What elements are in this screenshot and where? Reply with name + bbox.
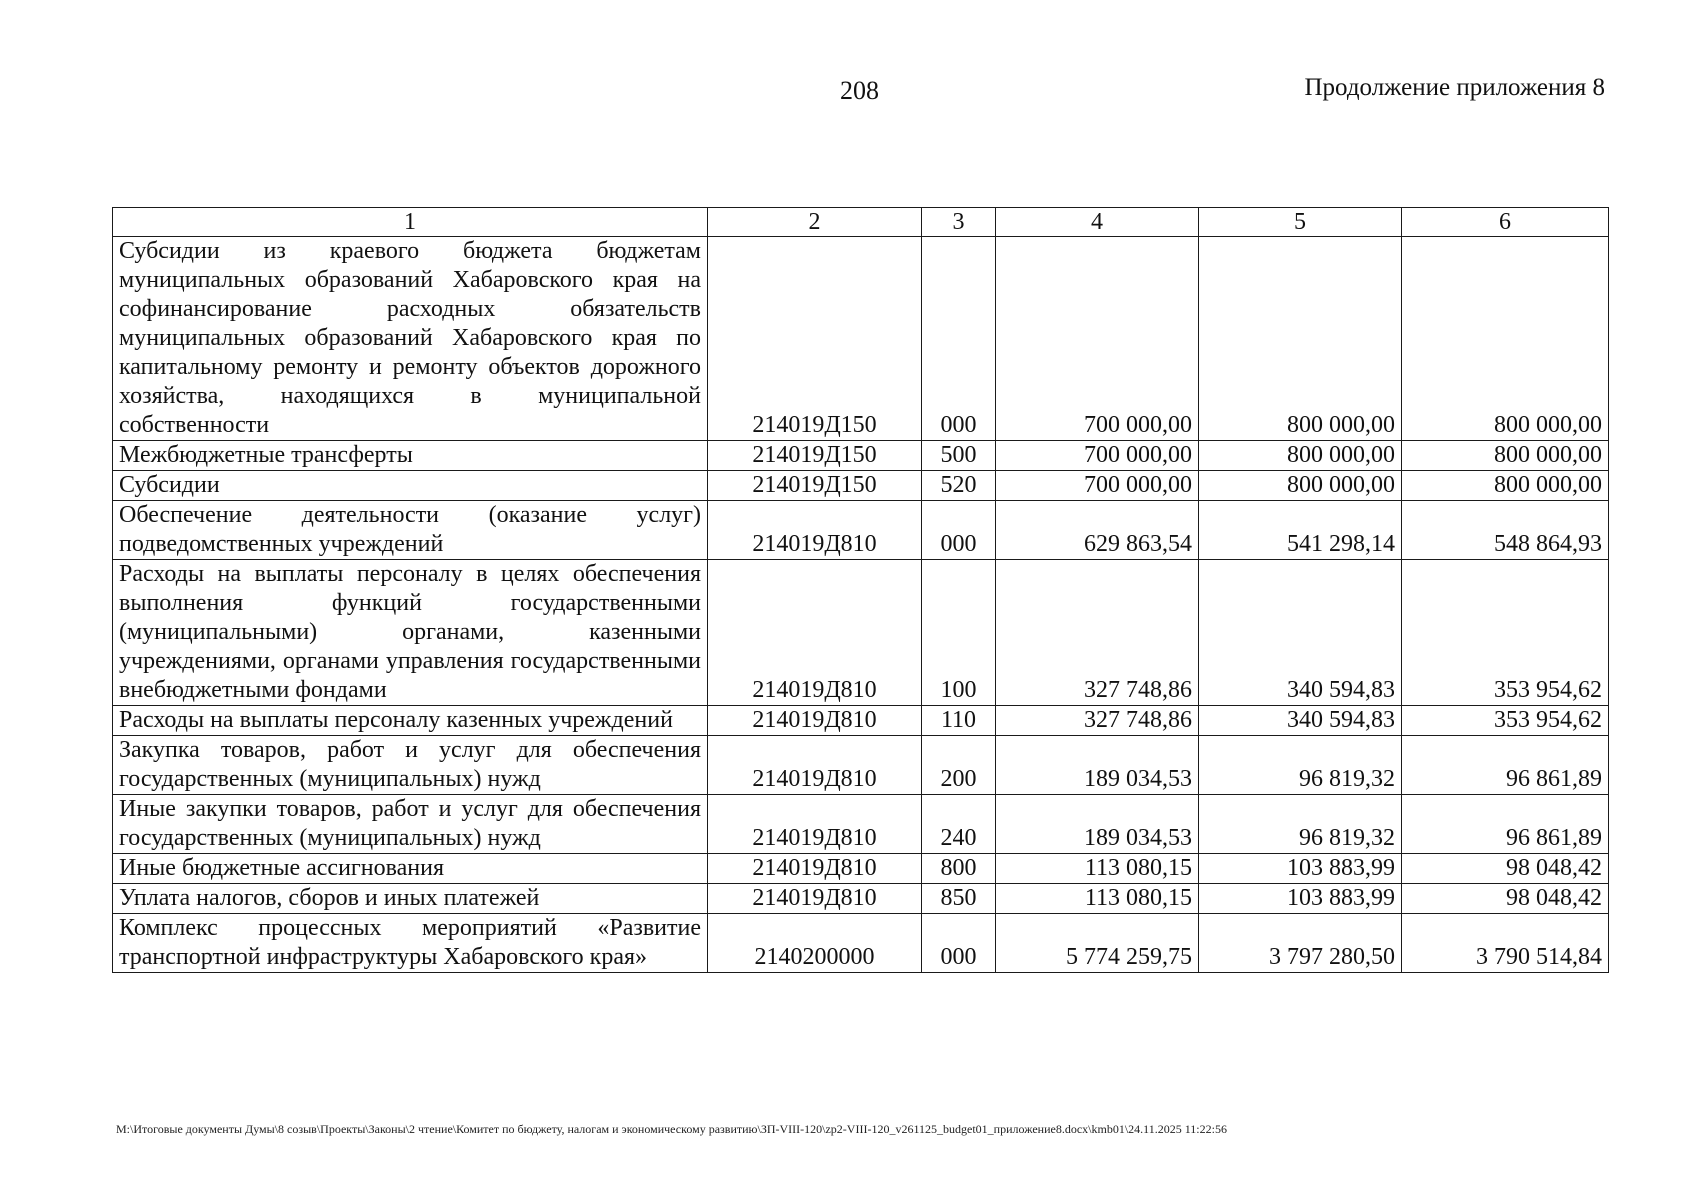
row-name: Расходы на выплаты персоналу в целях обеспечения выполнения функций государственными (муниципальными) органами, казенными учреждениями, органами управления государственными внебюджетными фондами [113, 560, 708, 706]
row-name: Иные закупки товаров, работ и услуг для обеспечения государственных (муниципальных) нужд [113, 795, 708, 854]
column-header-4: 4 [996, 208, 1199, 237]
amount-col5: 340 594,83 [1199, 706, 1402, 736]
target-article-code: 214019Д150 [708, 441, 922, 471]
amount-col6: 800 000,00 [1402, 471, 1609, 501]
target-article-code: 214019Д150 [708, 471, 922, 501]
budget-table [112, 207, 1609, 973]
table-row [113, 795, 1609, 854]
table-header [113, 208, 1609, 237]
amount-col4: 189 034,53 [996, 795, 1199, 854]
target-article-code: 2140200000 [708, 914, 922, 973]
target-article-code: 214019Д810 [708, 501, 922, 560]
column-header-3: 3 [922, 208, 996, 237]
table-row [113, 471, 1609, 501]
row-name: Межбюджетные трансферты [113, 441, 708, 471]
amount-col4: 700 000,00 [996, 471, 1199, 501]
target-article-code: 214019Д810 [708, 560, 922, 706]
expense-type-code: 850 [922, 884, 996, 914]
column-header-2: 2 [708, 208, 922, 237]
amount-col4: 629 863,54 [996, 501, 1199, 560]
amount-col5: 3 797 280,50 [1199, 914, 1402, 973]
amount-col5: 103 883,99 [1199, 884, 1402, 914]
expense-type-code: 100 [922, 560, 996, 706]
amount-col5: 96 819,32 [1199, 795, 1402, 854]
column-header-6: 6 [1402, 208, 1609, 237]
target-article-code: 214019Д810 [708, 795, 922, 854]
expense-type-code: 000 [922, 501, 996, 560]
row-name: Субсидии [113, 471, 708, 501]
amount-col4: 113 080,15 [996, 854, 1199, 884]
expense-type-code: 520 [922, 471, 996, 501]
target-article-code: 214019Д810 [708, 854, 922, 884]
amount-col6: 800 000,00 [1402, 441, 1609, 471]
amount-col4: 113 080,15 [996, 884, 1199, 914]
amount-col6: 98 048,42 [1402, 884, 1609, 914]
target-article-code: 214019Д810 [708, 736, 922, 795]
amount-col6: 353 954,62 [1402, 560, 1609, 706]
amount-col4: 189 034,53 [996, 736, 1199, 795]
amount-col4: 700 000,00 [996, 441, 1199, 471]
table-row [113, 914, 1609, 973]
expense-type-code: 000 [922, 237, 996, 441]
table-row [113, 736, 1609, 795]
amount-col5: 96 819,32 [1199, 736, 1402, 795]
amount-col4: 327 748,86 [996, 560, 1199, 706]
amount-col5: 800 000,00 [1199, 471, 1402, 501]
expense-type-code: 800 [922, 854, 996, 884]
table-row [113, 884, 1609, 914]
amount-col6: 353 954,62 [1402, 706, 1609, 736]
amount-col6: 96 861,89 [1402, 795, 1609, 854]
target-article-code: 214019Д810 [708, 884, 922, 914]
amount-col5: 800 000,00 [1199, 441, 1402, 471]
amount-col4: 5 774 259,75 [996, 914, 1199, 973]
amount-col6: 548 864,93 [1402, 501, 1609, 560]
appendix-continuation-note: Продолжение приложения 8 [1304, 74, 1605, 101]
row-name: Комплекс процессных мероприятий «Развитие транспортной инфраструктуры Хабаровского края» [113, 914, 708, 973]
target-article-code: 214019Д150 [708, 237, 922, 441]
table-row [113, 237, 1609, 441]
column-header-1: 1 [113, 208, 708, 237]
table-row [113, 854, 1609, 884]
row-name: Иные бюджетные ассигнования [113, 854, 708, 884]
amount-col6: 98 048,42 [1402, 854, 1609, 884]
table-row [113, 706, 1609, 736]
row-name: Закупка товаров, работ и услуг для обеспечения государственных (муниципальных) нужд [113, 736, 708, 795]
amount-col4: 700 000,00 [996, 237, 1199, 441]
table-row [113, 560, 1609, 706]
table-body [113, 237, 1609, 973]
amount-col5: 103 883,99 [1199, 854, 1402, 884]
table-row [113, 501, 1609, 560]
header-row [113, 208, 1609, 237]
amount-col6: 3 790 514,84 [1402, 914, 1609, 973]
amount-col6: 96 861,89 [1402, 736, 1609, 795]
amount-col5: 800 000,00 [1199, 237, 1402, 441]
document-file-path: M:\Итоговые документы Думы\8 созыв\Проекты\Законы\2 чтение\Комитет по бюджету, налогам и экономическому развитию\ЗП-VIII-120\zp2-VIII-120_v261125_budget01_приложение8.docx\kmb01\24.11.2025 11:22:56 [116, 1122, 1227, 1136]
expense-type-code: 240 [922, 795, 996, 854]
row-name: Субсидии из краевого бюджета бюджетам муниципальных образований Хабаровского края на софинансирование расходных обязательств муниципальных образований Хабаровского края по капитальному ремонту и ремонту объектов дорожного хозяйства, находящихся в муниципальной собственности [113, 237, 708, 441]
amount-col6: 800 000,00 [1402, 237, 1609, 441]
row-name: Уплата налогов, сборов и иных платежей [113, 884, 708, 914]
row-name: Расходы на выплаты персоналу казенных учреждений [113, 706, 708, 736]
row-name: Обеспечение деятельности (оказание услуг) подведомственных учреждений [113, 501, 708, 560]
amount-col5: 340 594,83 [1199, 560, 1402, 706]
column-header-5: 5 [1199, 208, 1402, 237]
amount-col4: 327 748,86 [996, 706, 1199, 736]
expense-type-code: 110 [922, 706, 996, 736]
page-number: 208 [840, 76, 879, 105]
expense-type-code: 500 [922, 441, 996, 471]
table-row [113, 441, 1609, 471]
expense-type-code: 000 [922, 914, 996, 973]
target-article-code: 214019Д810 [708, 706, 922, 736]
amount-col5: 541 298,14 [1199, 501, 1402, 560]
expense-type-code: 200 [922, 736, 996, 795]
